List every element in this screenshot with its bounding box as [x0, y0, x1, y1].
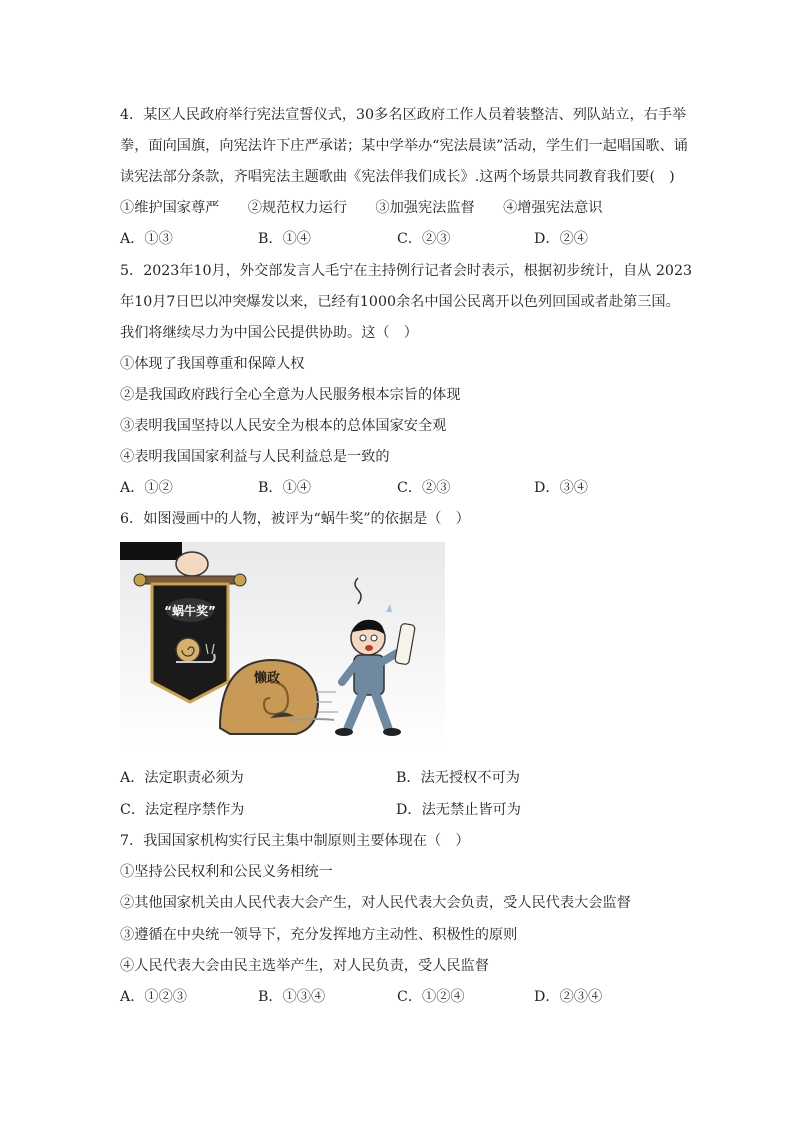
- q6-option-c: C．法定程序禁作为: [120, 802, 245, 818]
- banner-label: “蜗牛奖”: [164, 604, 216, 618]
- q4-option-b: B．①④: [258, 231, 311, 247]
- q4-stem-line-3: 读宪法部分条款，齐唱宪法主题歌曲《宪法伴我们成长》.这两个场景共同教育我们要( ): [120, 169, 675, 185]
- q5-stem-line-2: 年10月7日巴以冲突爆发以来，已经有1000余名中国公民离开以色列回国或者赴第三国。: [120, 294, 680, 310]
- q7-stem: 7．我国国家机构实行民主集中制原则主要体现在（ ）: [120, 833, 470, 849]
- q7-statement-2: ②其他国家机关由人民代表大会产生，对人民代表大会负责，受人民代表大会监督: [120, 895, 631, 911]
- q7-option-d: D．②③④: [534, 989, 603, 1005]
- q7-statement-4: ④人民代表大会由民主选举产生，对人民负责，受人民监督: [120, 958, 489, 974]
- q7-option-c: C．①②④: [397, 989, 465, 1005]
- q4-stem-line-1: 4．某区人民政府举行宪法宣誓仪式，30多名区政府工作人员着装整洁、列队站立，右手举: [120, 107, 687, 123]
- q6-option-a: A．法定职责必须为: [120, 770, 244, 786]
- q6-option-d: D．法无禁止皆可为: [396, 802, 521, 818]
- q4-option-a: A．①③: [120, 231, 173, 247]
- q5-statement-2: ②是我国政府践行全心全意为人民服务根本宗旨的体现: [120, 387, 461, 403]
- q5-option-a: A．①②: [120, 480, 173, 496]
- q4-option-d: D．②④: [534, 231, 588, 247]
- q7-statement-1: ①坚持公民权利和公民义务相统一: [120, 864, 333, 880]
- q7-statement-3: ③遵循在中央统一领导下，充分发挥地方主动性、积极性的原则: [120, 927, 518, 943]
- q6-option-b: B．法无授权不可为: [396, 770, 520, 786]
- q7-option-b: B．①③④: [258, 989, 326, 1005]
- shell-label: 懒政: [254, 671, 281, 686]
- q4-option-c: C．②③: [397, 231, 451, 247]
- q5-option-b: B．①④: [258, 480, 311, 496]
- q5-stem-line-1: 5．2023年10月，外交部发言人毛宁在主持例行记者会时表示，根据初步统计，自从 2023: [120, 263, 692, 279]
- q6-stem: 6．如图漫画中的人物，被评为“蜗牛奖”的依据是（ ）: [120, 511, 470, 527]
- q6-options-row-1: [120, 768, 680, 788]
- q4-options: [120, 229, 680, 249]
- q5-stem-line-3: 我们将继续尽力为中国公民提供协助。这（ ）: [120, 325, 418, 341]
- q7-options: [120, 987, 680, 1007]
- q5-statement-3: ③表明我国坚持以人民安全为根本的总体国家安全观: [120, 418, 447, 434]
- q5-statement-4: ④表明我国国家利益与人民利益总是一致的: [120, 449, 390, 465]
- q5-statement-1: ①体现了我国尊重和保障人权: [120, 356, 305, 372]
- q5-options: [120, 478, 680, 498]
- q5-option-d: D．③④: [534, 480, 588, 496]
- q5-option-c: C．②③: [397, 480, 451, 496]
- q4-stem-line-2: 拳，面向国旗，向宪法许下庄严承诺；某中学举办“宪法晨读”活动，学生们一起唱国歌、诵: [120, 138, 688, 154]
- cartoon-illustration: [120, 542, 445, 750]
- lazy-governance-cartoon: [120, 542, 445, 750]
- q6-options-row-2: [120, 800, 680, 820]
- q4-statements: ①维护国家尊严 ②规范权力运行 ③加强宪法监督 ④增强宪法意识: [120, 200, 603, 216]
- q7-option-a: A．①②③: [120, 989, 187, 1005]
- award-banner: [152, 584, 228, 702]
